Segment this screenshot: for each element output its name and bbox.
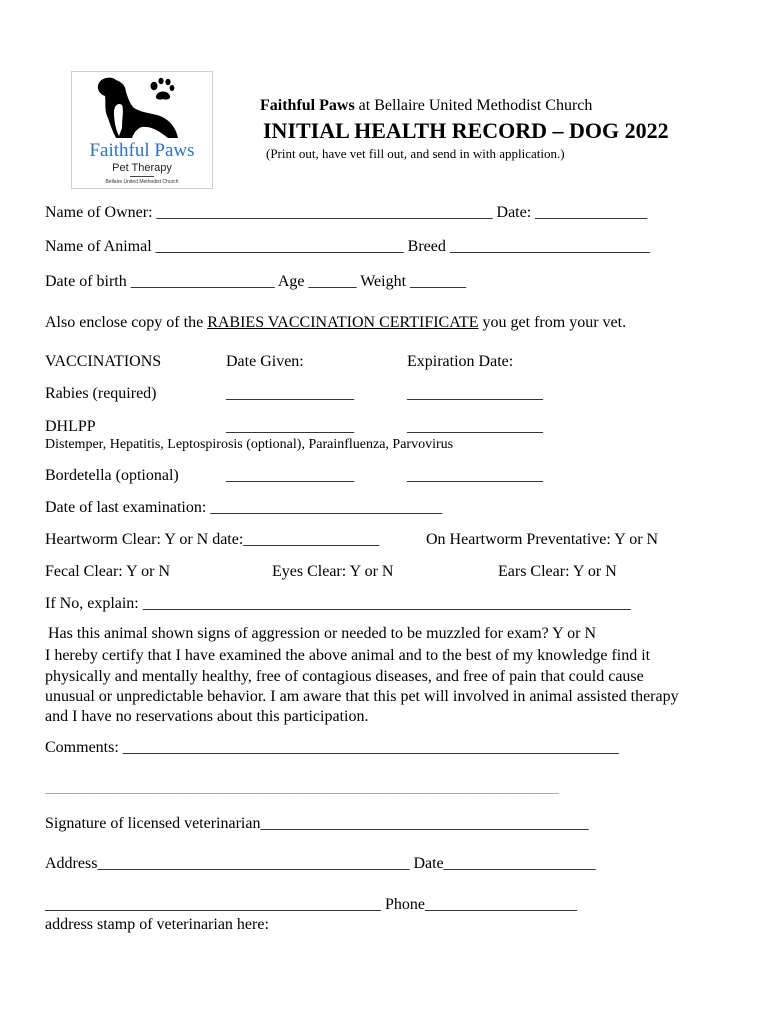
dob-field[interactable]: Date of birth __________________ Age ______ Weight _______: [45, 273, 467, 290]
rabies-label: Rabies (required): [45, 385, 157, 402]
dhlpp-exp-line[interactable]: _________________: [407, 418, 543, 435]
rabies-note-prefix: Also enclose copy of the: [45, 314, 208, 331]
heartworm-field[interactable]: Heartworm Clear: Y or N date:_________________: [45, 531, 380, 548]
logo-title: Faithful Paws: [89, 140, 195, 161]
ears-field[interactable]: Ears Clear: Y or N: [498, 563, 617, 580]
rabies-exp-line[interactable]: _________________: [407, 385, 543, 402]
bordetella-label: Bordetella (optional): [45, 467, 179, 484]
last-exam-field[interactable]: Date of last examination: _____________________________: [45, 499, 443, 516]
rabies-note-suffix: you get from your vet.: [478, 314, 627, 331]
address-field[interactable]: Address_______________________________________ Date___________________: [45, 855, 596, 872]
date-given-header: Date Given:: [226, 353, 304, 370]
instructions: (Print out, have vet fill out, and send in with application.): [266, 146, 565, 161]
rabies-note: [45, 314, 626, 332]
certify-line-3: unusual or unpredictable behavior. I am aware that this pet will involved in animal assisted therapy: [45, 688, 679, 705]
signature-field[interactable]: Signature of licensed veterinarian_________________________________________: [45, 815, 589, 832]
rabies-certificate-link: RABIES VACCINATION CERTIFICATE: [207, 314, 479, 331]
page-title: INITIAL HEALTH RECORD – DOG 2022: [263, 118, 669, 143]
dog-silhouette-icon: [72, 72, 212, 142]
animal-field[interactable]: Name of Animal _______________________________ Breed _________________________: [45, 238, 650, 255]
logo-divider: [130, 176, 154, 177]
org-location: at Bellaire United Methodist Church: [354, 97, 593, 114]
dhlpp-label: DHLPP: [45, 418, 96, 435]
aggression-question[interactable]: Has this animal shown signs of aggression or needed to be muzzled for exam? Y or N: [48, 625, 597, 642]
certify-line-4: and I have no reservations about this participation.: [45, 708, 369, 725]
bordetella-exp-line[interactable]: _________________: [407, 467, 543, 484]
faithful-paws-logo: [71, 71, 213, 189]
org-name: Faithful Paws: [260, 97, 355, 114]
explain-field[interactable]: If No, explain: _____________________________________________________________: [45, 595, 631, 612]
owner-field[interactable]: Name of Owner: __________________________________________ Date: ______________: [45, 204, 648, 221]
logo-church: Bellaire United Methodist Church: [105, 179, 179, 185]
dhlpp-note: Distemper, Hepatitis, Leptospirosis (optional), Parainfluenza, Parvovirus: [45, 437, 454, 452]
expiration-header: Expiration Date:: [407, 353, 514, 370]
phone-field[interactable]: __________________________________________ Phone___________________: [45, 896, 577, 913]
fecal-field[interactable]: Fecal Clear: Y or N: [45, 563, 170, 580]
comments-field[interactable]: Comments: ______________________________________________________________: [45, 739, 619, 756]
bordetella-date-line[interactable]: ________________: [226, 467, 354, 484]
paw-print-icon: [151, 78, 175, 100]
vaccinations-header: VACCINATIONS: [45, 353, 162, 370]
stamp-note: address stamp of veterinarian here:: [45, 916, 269, 933]
eyes-field[interactable]: Eyes Clear: Y or N: [272, 563, 394, 580]
certify-line-2: physically and mentally healthy, free of contagious diseases, and free of pain that could cause: [45, 668, 644, 685]
comments-line-2[interactable]: _______________________________________________________________________________: [45, 780, 559, 795]
rabies-date-line[interactable]: ________________: [226, 385, 354, 402]
dhlpp-date-line[interactable]: ________________: [226, 418, 354, 435]
certify-line-1: I hereby certify that I have examined the above animal and to the best of my knowledge find it: [45, 647, 651, 664]
preventative-field[interactable]: On Heartworm Preventative: Y or N: [426, 531, 659, 548]
logo-subtitle: Pet Therapy: [112, 162, 172, 174]
org-line: [260, 97, 592, 115]
